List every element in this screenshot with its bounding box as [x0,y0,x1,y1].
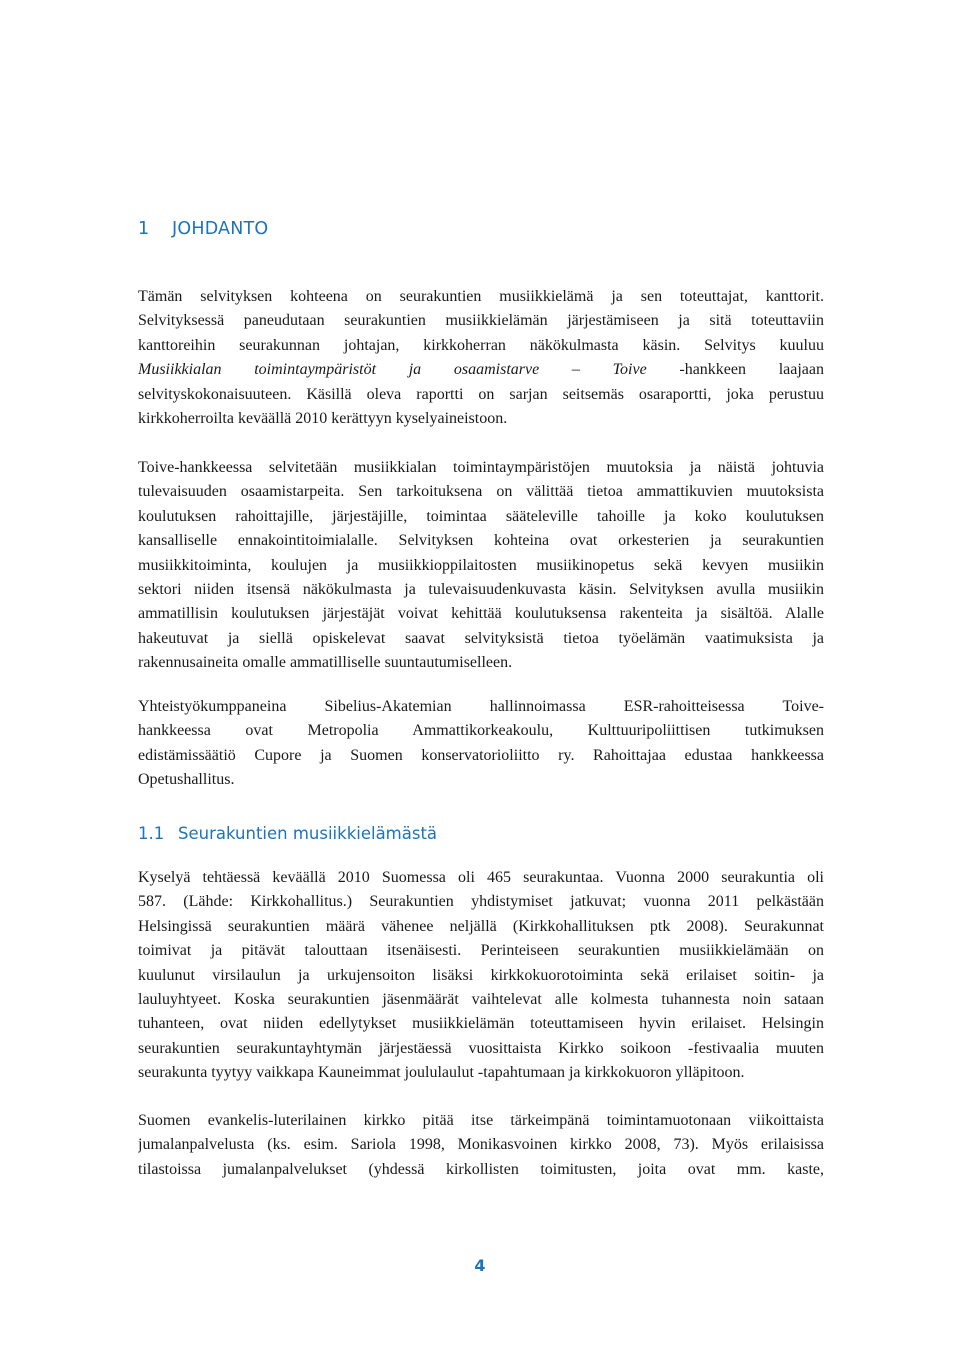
section-heading [138,219,268,239]
text-line: tulevaisuuden osaamistarpeita. Sen tarkoituksena on välittää tietoa ammattikuvien muutoksista [138,483,824,501]
text-line: hakeutuvat ja siellä opiskelevat saavat selvityksistä tietoa työelämän vaatimuksista ja [138,629,824,647]
section-number: 1 [138,219,150,239]
page-number: 4 [474,1256,486,1275]
paragraph-partners [138,695,824,793]
paragraph-toive [138,456,824,676]
text-line: Yhteistyökumppaneina Sibelius-Akatemian hallinnoimassa ESR-rahoitteisessa Toive- [138,698,824,715]
text-line: Selvityksessä paneudutaan seurakuntien musiikkielämän järjestämiseen ja sitä toteuttaviin [138,312,824,330]
text-line: Tämän selvityksen kohteena on seurakuntien musiikkielämä ja sen toteuttajat, kanttorit. [138,288,824,305]
text-line: tuhanteen, ovat niiden edellytykset musiikkielämän toteuttamiseen hyvin erilaiset. Helsingin [138,1015,824,1033]
text-line: ammatillisin koulutuksen järjestäjät voivat kehittää koulutuksensa rakenteita ja sisältöä. Alalle [138,605,824,623]
text-line: jumalanpalvelusta (ks. esim. Sariola 1998, Monikasvoinen kirkko 2008, 73). Myös erilaisissa [138,1136,824,1154]
text-line: Suomen evankelis-luterilainen kirkko pitää itse tärkeimpänä toimintamuotonaan viikoittaista [138,1112,824,1129]
text-line: seurakunta tyytyy vaikkapa Kauneimmat joululaulut -tapahtumaan ja kirkkokuoron ylläpitoon. [138,1064,745,1082]
text-line: hankkeessa ovat Metropolia Ammattikorkeakoulu, Kulttuuripoliittisen tutkimuksen [138,722,824,740]
text-line [138,358,824,382]
italic-project-name: Musiikkialan toimintaympäristöt ja osaamistarve – Toive [138,361,647,379]
text-line: toimivat ja pitävät talouttaan itsenäisesti. Perinteiseen seurakuntien musiikkielämään on [138,942,824,960]
text-line: Kyselyä tehtäessä keväällä 2010 Suomessa oli 465 seurakuntaa. Vuonna 2000 seurakuntia oli [138,869,824,886]
text-line: 587. (Lähde: Kirkkohallitus.) Seurakuntien yhdistymiset jatkuvat; vuonna 2011 pelkästään [138,893,824,911]
text-line: musiikkitoiminta, koulujen ja musiikkioppilaitosten musiikinopetus sekä kevyen musiikin [138,556,824,574]
text-line: lauluyhtyeet. Koska seurakuntien jäsenmäärät vaihtelevat alle kolmesta tuhannesta noin sataan [138,990,824,1008]
text-line: tilastoissa jumalanpalvelukset (yhdessä kirkollisten toimitusten, joita ovat mm. kaste, [138,1160,824,1178]
section-title: JOHDANTO [172,219,269,239]
text-line: kirkkoherroilta keväällä 2010 kerättyyn kyselyaineistoon. [138,409,508,427]
text-line: selvityskokonaisuuteen. Käsillä oleva raportti on sarjan seitsemäs osaraportti, joka perustuu [138,385,824,403]
text-line: Helsingissä seurakuntien määrä vähenee neljällä (Kirkkohallituksen ptk 2008). Seurakunnat [138,917,824,935]
text-line: koulutuksen rahoittajille, järjestäjille, toimintaa sääteleville tahoille ja koko koulutuksen [138,507,824,525]
subsection-heading [138,824,437,843]
text-line: rakennusaineita omalle ammatilliselle suuntautumiselleen. [138,654,513,672]
text-line: Opetushallitus. [138,771,235,789]
text-line: kuulunut virsilaulun ja urkujensoiton lisäksi kirkkokuorotoiminta sekä erilaiset soitin- ja [138,966,824,984]
subsection-title: Seurakuntien musiikkielämästä [178,824,438,843]
text-line: seurakuntien seurakuntayhtymän järjestäessä vuosittaista Kirkko soikoon -festivaalia muuten [138,1039,824,1057]
paragraph-church [138,1109,824,1182]
text-line: sektori niiden itsensä näkökulmasta ja tulevaisuudenkuvasta käsin. Selvityksen avulla musiikin [138,580,824,598]
paragraph-intro [138,285,824,431]
subsection-number: 1.1 [138,824,165,843]
text-segment: -hankkeen laajaan [679,361,824,379]
text-line: kansalliselle ennakointitoimialalle. Selvityksen kohteina ovat orkesterien ja seurakuntien [138,532,824,550]
text-line: kanttoreihin seurakunnan johtajan, kirkkoherran näkökulmasta käsin. Selvitys kuuluu [138,336,824,354]
text-line: edistämissäätiö Cupore ja Suomen konservatorioliitto ry. Rahoittajaa edustaa hankkeessa [138,746,824,764]
paragraph-parishes [138,866,824,1086]
text-line: Toive-hankkeessa selvitetään musiikkialan toimintaympäristöjen muutoksia ja näistä johtuvia [138,459,824,476]
